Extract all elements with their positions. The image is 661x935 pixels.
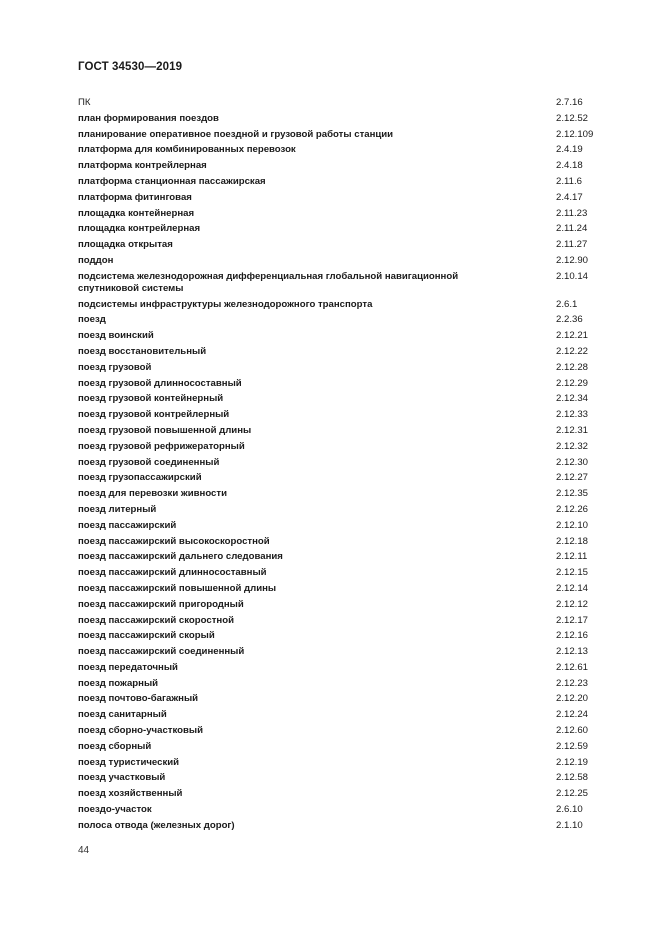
index-entry [78,757,598,769]
index-term: план формирования поездов [78,112,219,124]
index-entry [78,709,598,721]
index-reference: 2.10.14 [556,270,589,282]
index-term: платформа контрейлерная [78,160,207,172]
index-reference: 2.12.35 [556,488,589,500]
index-entry [78,362,598,374]
index-entry [78,346,598,358]
index-term: поезд грузовой [78,361,152,373]
index-entry [78,441,598,453]
index-reference: 2.12.25 [556,788,589,800]
index-entry [78,678,598,690]
index-term: поезд восстановительный [78,345,207,357]
index-term: поезд передаточный [78,661,178,673]
index-entry [78,314,598,326]
index-term: поезд грузовой рефрижераторный [78,440,245,452]
index-term: поезд санитарный [78,709,167,721]
index-reference: 2.6.10 [556,804,583,816]
index-term: поезд грузовой контрейлерный [78,409,230,421]
index-reference: 2.12.52 [556,112,589,124]
index-reference: 2.6.1 [556,298,578,310]
index-reference: 2.11.6 [556,175,582,187]
index-entry [78,129,598,141]
index-reference: 2.12.90 [556,254,589,266]
index-term: платформа для комбинированных перевозок [78,144,296,156]
index-entry [78,772,598,784]
index-entry [78,425,598,437]
index-term: поезд грузовой повышенной длины [78,424,252,436]
index-reference: 2.11.23 [556,207,588,219]
index-reference: 2.12.21 [556,330,589,342]
index-reference: 2.12.59 [556,740,589,752]
index-reference: 2.12.30 [556,456,589,468]
index-term: поезд почтово-багажный [78,693,199,705]
index-reference: 2.12.61 [556,661,589,673]
index-term: площадка открытая [78,239,173,251]
index-entry [78,520,598,532]
index-term: поезд грузовой соединенный [78,456,220,468]
page-number: 44 [78,845,90,856]
index-term: поезд [78,314,106,326]
index-term: поезд сборно-участковый [78,725,204,737]
index-reference: 2.12.20 [556,693,589,705]
index-entry [78,113,598,125]
index-term: планирование оперативное поездной и грузовой работы станции [78,128,394,140]
index-entry [78,567,598,579]
index-reference: 2.12.19 [556,756,589,768]
index-reference: 2.12.28 [556,361,589,373]
index-entry [78,144,598,156]
index-entry [78,583,598,595]
index-term: полоса отвода (железных дорог) [78,819,235,831]
index-entry [78,176,598,188]
index-reference: 2.12.24 [556,709,589,721]
index-entry [78,409,598,421]
index-entry [78,393,598,405]
index-term: поезд хозяйственный [78,788,183,800]
index-reference: 2.12.33 [556,409,589,421]
index-reference: 2.12.14 [556,582,589,594]
index-entry [78,804,598,816]
index-term: поддон [78,254,114,266]
index-entry [78,255,598,267]
index-entry [78,239,598,251]
index-reference: 2.7.16 [556,97,583,108]
index-term: платформа станционная пассажирская [78,175,266,187]
index-entry [78,504,598,516]
index-reference: 2.12.17 [556,614,589,626]
index-term: поезд туристический [78,756,180,768]
index-reference: 2.4.18 [556,160,583,172]
index-term: площадка контрейлерная [78,223,201,235]
index-reference: 2.2.36 [556,314,583,326]
index-reference: 2.12.23 [556,677,589,689]
index-entry [78,536,598,548]
index-term: поезд пассажирский дальнего следования [78,551,283,563]
index-entry [78,693,598,705]
index-term: поезд сборный [78,740,152,752]
index-reference: 2.12.29 [556,377,589,389]
index-entry [78,615,598,627]
index-reference: 2.4.17 [556,191,583,203]
index-term: поезд пассажирский [78,519,177,531]
index-entry [78,299,598,311]
index-reference: 2.12.31 [556,424,589,436]
index-entry [78,630,598,642]
index-term: поезд грузовой длинносоставный [78,377,242,389]
index-term: платформа фитинговая [78,191,192,203]
index-entry [78,646,598,658]
index-reference: 2.12.13 [556,646,589,658]
index-reference: 2.12.22 [556,345,589,357]
index-term: поезд пассажирский скорый [78,630,215,642]
index-entry [78,457,598,469]
index-entry [78,208,598,220]
index-entry [78,725,598,737]
index-entry [78,488,598,500]
index-reference: 2.12.109 [556,128,594,140]
index-term: поезд участковый [78,772,166,784]
index-term: подсистема железнодорожная дифференциальная глобальной навигационной спутниковой системы [78,270,459,294]
index-entry [78,160,598,172]
index-reference: 2.12.27 [556,472,589,484]
index-reference: 2.12.12 [556,598,589,610]
index-entry [78,223,598,235]
index-reference: 2.12.58 [556,772,589,784]
index-term: площадка контейнерная [78,207,195,219]
index-entry [78,551,598,563]
term-index [78,97,598,836]
index-entry [78,788,598,800]
index-entry [78,378,598,390]
index-reference: 2.12.15 [556,567,589,579]
index-reference: 2.4.19 [556,144,583,156]
index-term: поезд грузопассажирский [78,472,202,484]
index-term: поезд пассажирский соединенный [78,646,245,658]
index-reference: 2.12.26 [556,503,589,515]
index-entry [78,599,598,611]
index-term: поездо-участок [78,804,152,816]
index-entry [78,271,598,295]
index-term: поезд воинский [78,330,154,342]
index-reference: 2.1.10 [556,819,583,831]
index-term: поезд для перевозки живности [78,488,227,500]
index-entry [78,192,598,204]
index-term: поезд пассажирский высокоскоростной [78,535,270,547]
index-term: подсистемы инфраструктуры железнодорожного транспорта [78,298,373,310]
index-term: поезд пожарный [78,677,159,689]
index-entry [78,820,598,832]
index-term: поезд грузовой контейнерный [78,393,224,405]
index-reference: 2.12.10 [556,519,589,531]
index-reference: 2.12.16 [556,630,589,642]
index-term: поезд литерный [78,503,157,515]
index-entry [78,662,598,674]
index-reference: 2.12.18 [556,535,589,547]
index-reference: 2.12.32 [556,440,589,452]
index-reference: 2.12.60 [556,725,589,737]
index-term: поезд пассажирский повышенной длины [78,582,277,594]
index-reference: 2.11.27 [556,239,588,251]
index-reference: 2.12.34 [556,393,589,405]
index-entry [78,741,598,753]
index-term: поезд пассажирский скоростной [78,614,234,626]
index-term: поезд пассажирский пригородный [78,598,244,610]
index-entry [78,330,598,342]
index-term: поезд пассажирский длинносоставный [78,567,267,579]
index-term: ПК [78,97,91,108]
index-reference: 2.11.24 [556,223,588,235]
index-reference: 2.12.11 [556,551,588,563]
index-entry [78,472,598,484]
index-entry [78,97,598,109]
document-header: ГОСТ 34530—2019 [78,61,183,73]
